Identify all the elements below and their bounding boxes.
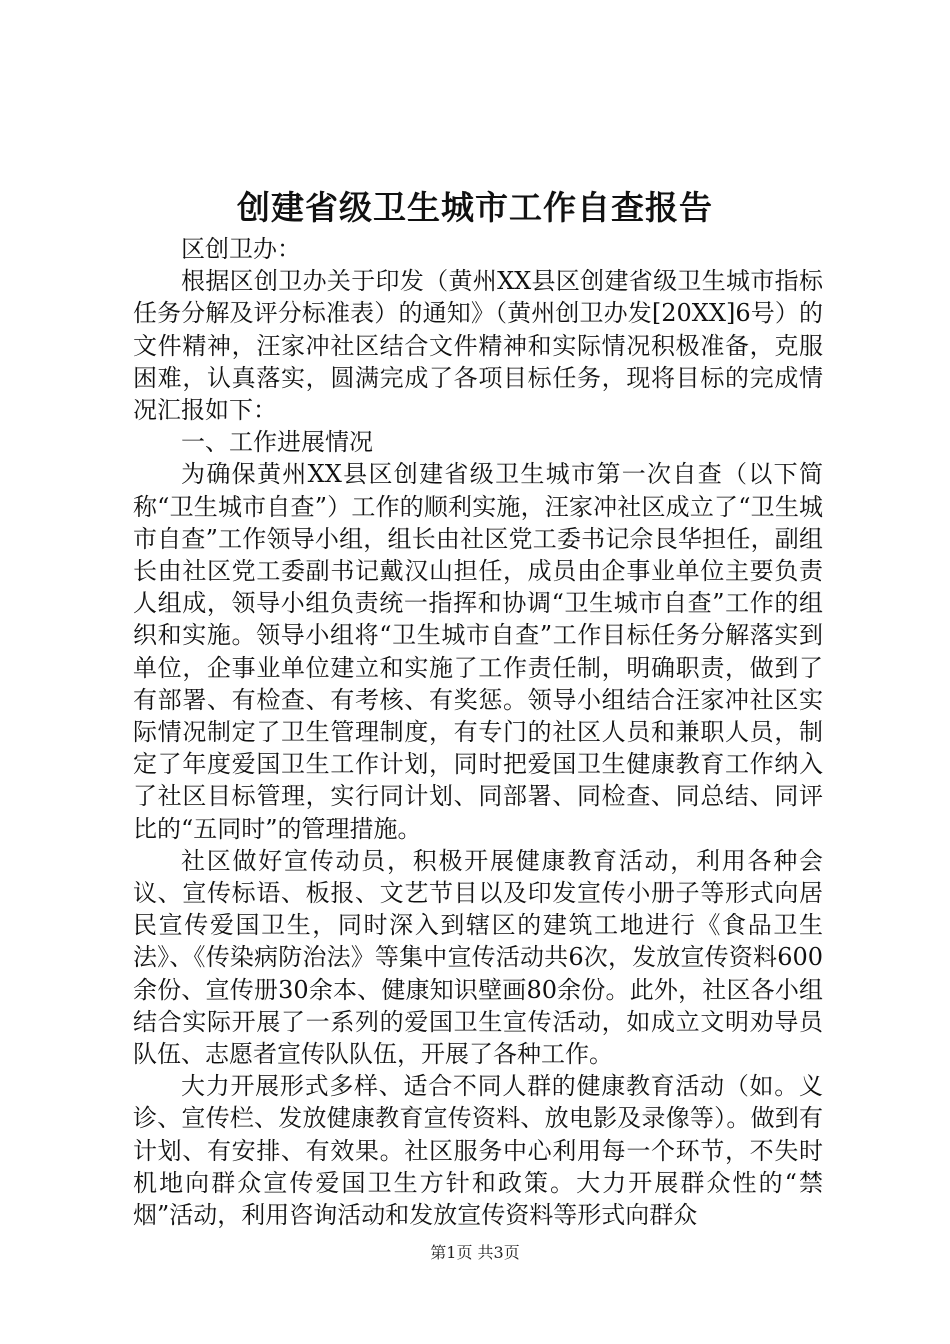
page-footer: 第1页 共3页	[430, 1243, 520, 1262]
body-paragraph: 为确保黄州XX县区创建省级卫生城市第一次自查（以下简称“卫生城市自查”）工作的顺利实施，汪家冲社区成立了“卫生城市自查”工作领导小组，组长由社区党工委书记佘艮华担任，副组长由社区党工委副书记戴汉山担任，成员由企事业单位主要负责人组成，领导小组负责统一指挥和协调“卫生城市自查”工作的组织和实施。领导小组将“卫生城市自查”工作目标任务分解落实到单位，企事业单位建立和实施了工作责任制，明确职责，做到了有部署、有检查、有考核、有奖惩。领导小组结合汪家冲社区实际情况制定了卫生管理制度，有专门的社区人员和兼职人员，制定了年度爱国卫生工作计划，同时把爱国卫生健康教育工作纳入了社区目标管理，实行同计划、同部署、同检查、同总结、同评比的“五同时”的管理措施。	[133, 460, 823, 843]
section-heading: 一、工作进展情况	[181, 428, 373, 457]
body-paragraph: 大力开展形式多样、适合不同人群的健康教育活动（如。义诊、宣传栏、发放健康教育宣传资料、放电影及录像等）。做到有计划、有安排、有效果。社区服务中心利用每一个环节，不失时机地向群众宣传爱国卫生方针和政策。大力开展群众性的“禁烟”活动，利用咨询活动和发放宣传资料等形式向群众	[133, 1072, 823, 1230]
intro-paragraph: 根据区创卫办关于印发（黄州XX县区创建省级卫生城市指标任务分解及评分标准表）的通知》（黄州创卫办发[20XX]6号）的文件精神，汪家冲社区结合文件精神和实际情况积极准备，克服困难，认真落实，圆满完成了各项目标任务，现将目标的完成情况汇报如下：	[133, 267, 823, 425]
document-body	[133, 233, 823, 1231]
body-paragraph: 社区做好宣传动员，积极开展健康教育活动，利用各种会议、宣传标语、板报、文艺节目以及印发宣传小册子等形式向居民宣传爱国卫生，同时深入到辖区的建筑工地进行《食品卫生法》、《传染病防治法》等集中宣传活动共6次，发放宣传资料600余份、宣传册30余本、健康知识壁画80余份。此外，社区各小组结合实际开展了一系列的爱国卫生宣传活动，如成立文明劝导员队伍、志愿者宣传队队伍，开展了各种工作。	[133, 846, 823, 1069]
salutation: 区创卫办：	[181, 235, 301, 263]
document-title: 创建省级卫生城市工作自查报告	[237, 188, 713, 227]
